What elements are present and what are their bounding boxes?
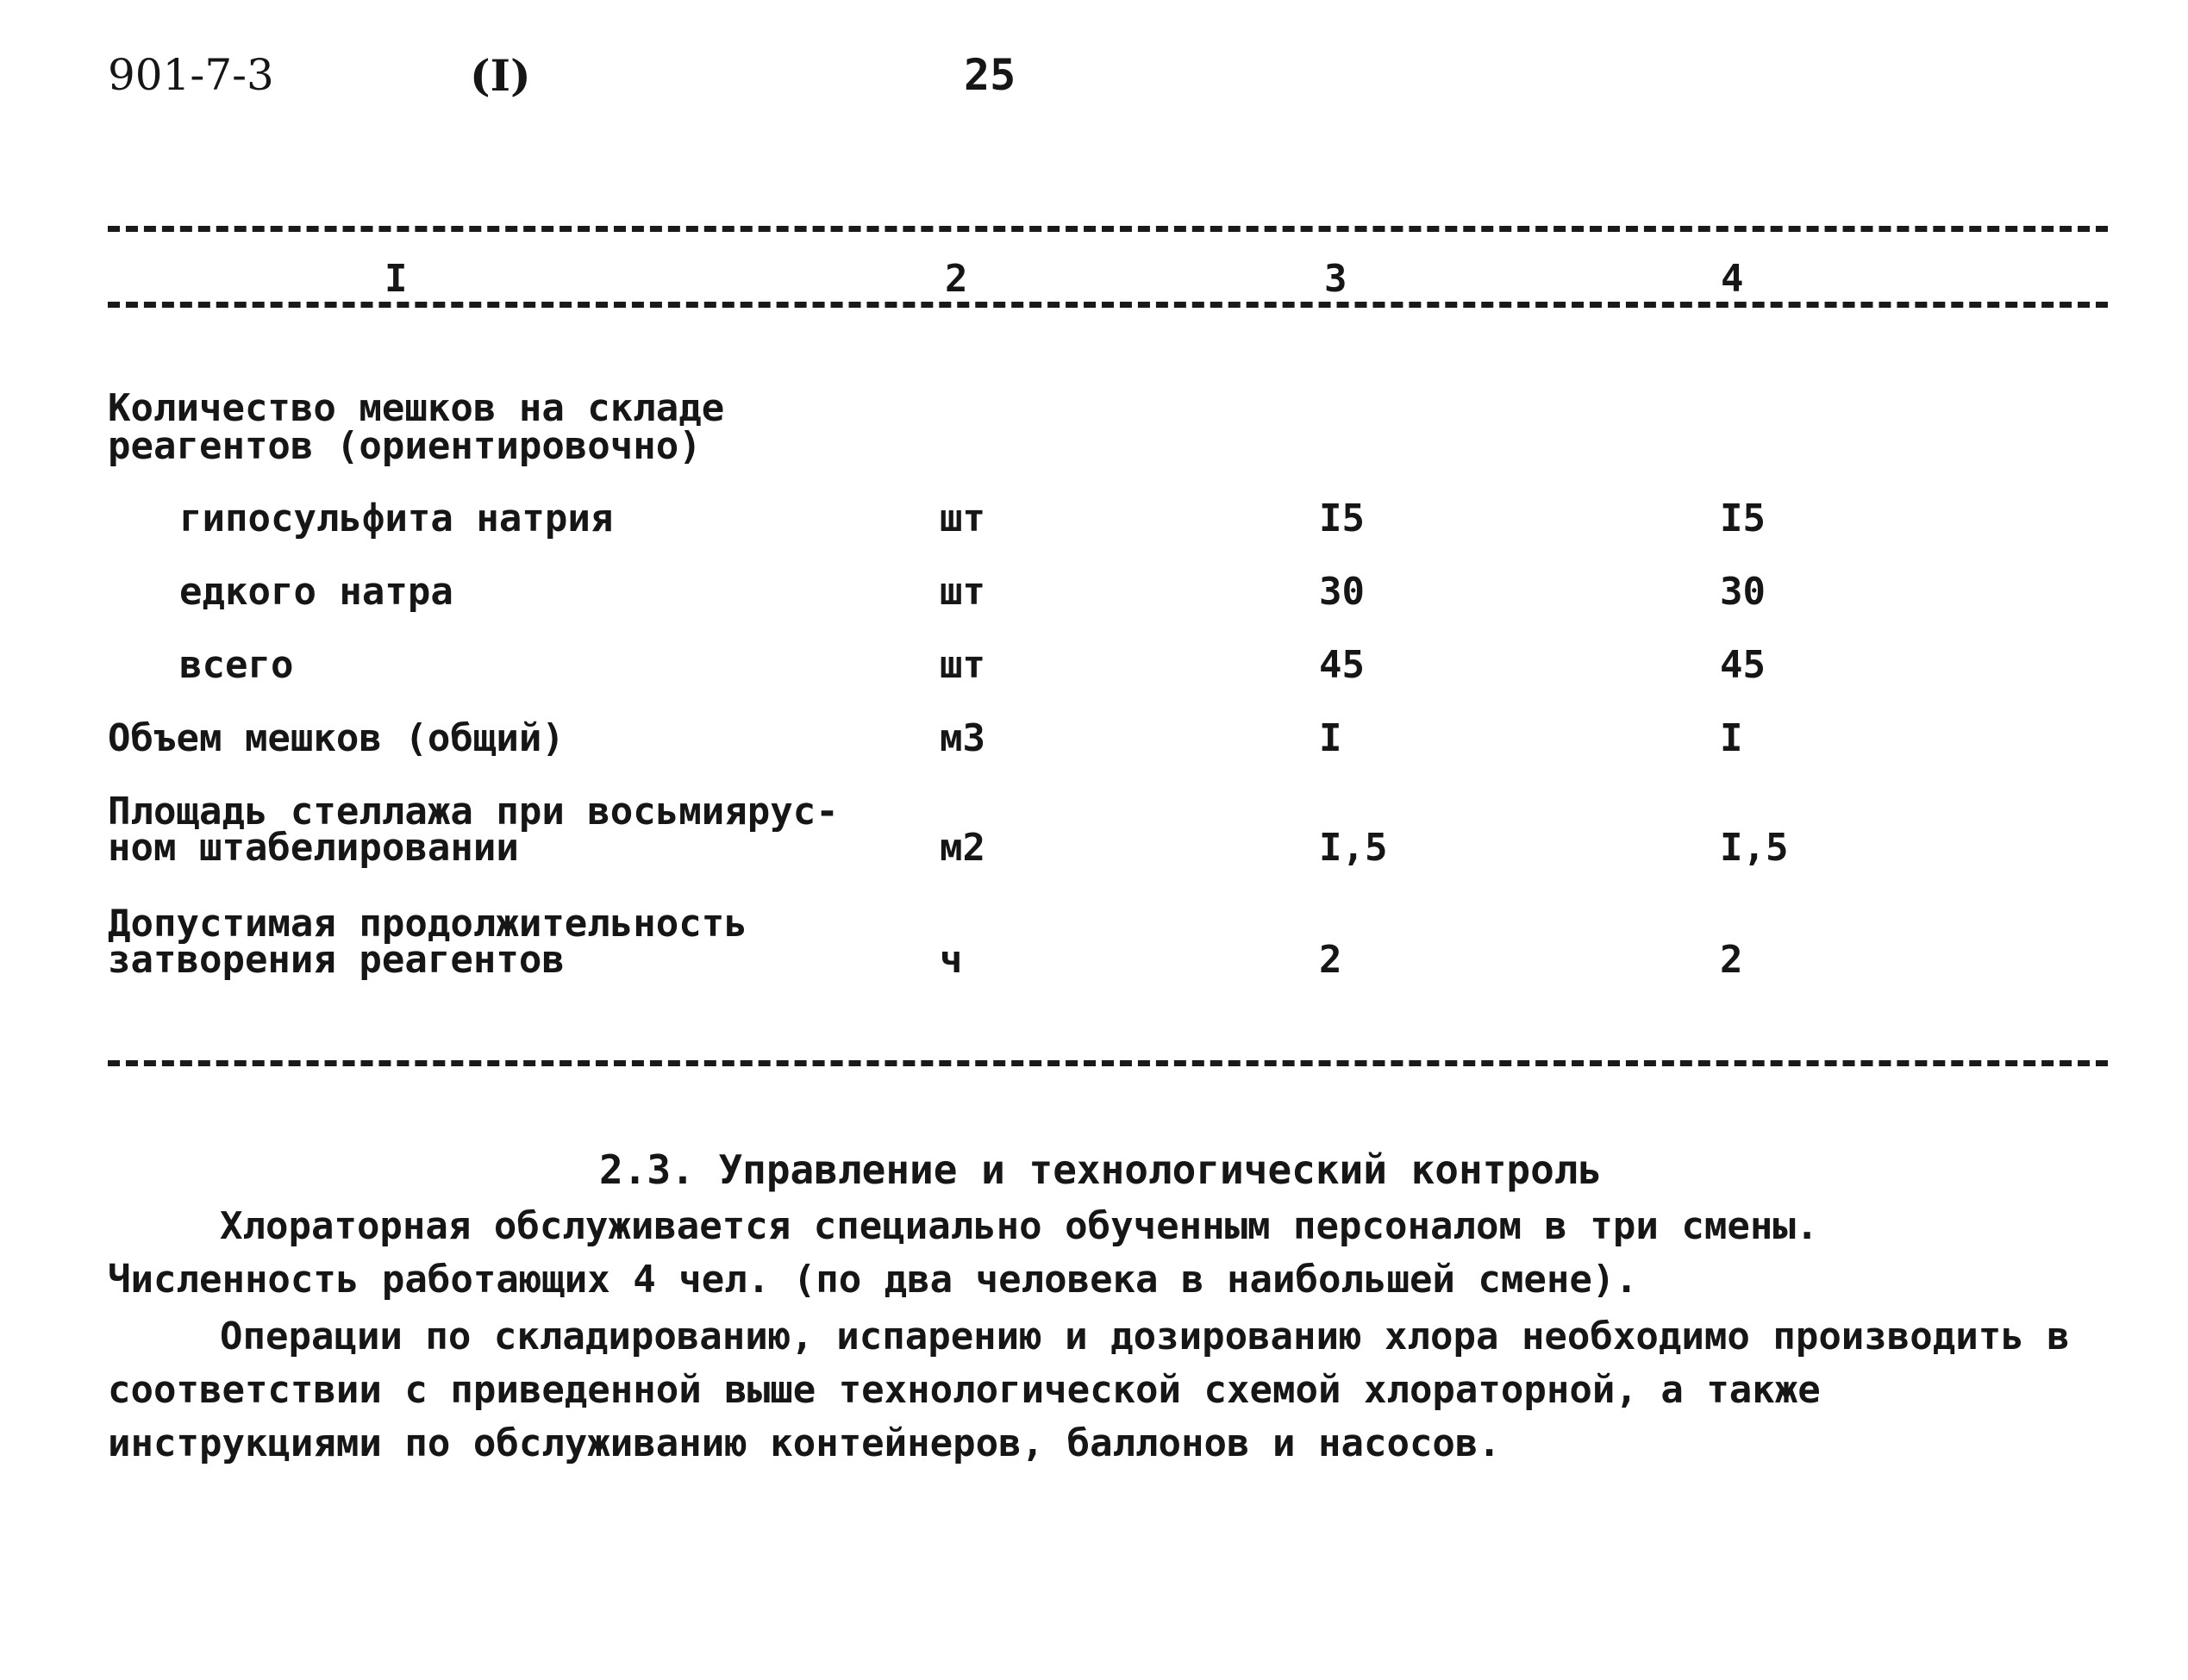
table-row-value-col4: 30 — [1720, 570, 1766, 614]
table-row-value-col4: I — [1720, 716, 1743, 760]
table-row-value-col4: I5 — [1720, 497, 1766, 540]
table-row-unit: шт — [940, 497, 985, 540]
column-number-3: 3 — [1319, 257, 1353, 301]
document-part: (I) — [470, 50, 531, 101]
table-row-name: всего — [179, 643, 294, 687]
table-row-unit: м3 — [940, 716, 985, 760]
table-row-unit: шт — [940, 570, 985, 614]
table-row-name: едкого натра — [179, 570, 453, 614]
table-group-label-line1: Количество мешков на складе — [108, 386, 725, 430]
table-bottom-rule — [108, 1060, 2108, 1066]
table-row-value-col4: 2 — [1720, 938, 1743, 982]
paragraph: Хлораторная обслуживается специально обученным персоналом в три смены. Численность работающих 4 чел. (по два человека в наибольшей смене). — [108, 1204, 1819, 1302]
table-row-name-line2: ном штабелировании — [108, 826, 519, 870]
table-row-value-col3: 45 — [1319, 643, 1365, 687]
table-row-value-col3: I — [1319, 716, 1342, 760]
table-row-name: гипосульфита натрия — [179, 497, 614, 540]
table-row-value-col3: 2 — [1319, 938, 1342, 982]
column-number-4: 4 — [1716, 257, 1749, 301]
column-number-2: 2 — [940, 257, 973, 301]
section-title: 2.3. Управление и технологический контроль — [599, 1146, 1603, 1193]
paragraph: Операции по складированию, испарению и дозированию хлора необходимо производить в соответствии с приведенной выше технологической схемой хлораторной, а также инструкциями по обслуживанию контейнеров, баллонов и насосов. — [108, 1315, 2070, 1465]
table-group-label-line2: реагентов (ориентировочно) — [108, 424, 702, 468]
table-top-rule — [108, 226, 2108, 232]
table-row-name-line2: затворения реагентов — [108, 938, 565, 982]
table-row-name: Объем мешков (общий) — [108, 716, 565, 760]
table-row-value-col4: I,5 — [1720, 826, 1789, 870]
table-row-unit: м2 — [940, 826, 985, 870]
page-number: 25 — [964, 50, 1016, 100]
table-row-unit: шт — [940, 643, 985, 687]
table-row-value-col3: I,5 — [1319, 826, 1388, 870]
column-number-1: I — [379, 257, 413, 301]
table-row-unit: ч — [940, 938, 963, 982]
document-code: 901-7-3 — [108, 50, 274, 100]
table-header-rule — [108, 302, 2108, 308]
table-row-value-col3: 30 — [1319, 570, 1365, 614]
table-row-name-line1: Допустимая продолжительность — [108, 902, 747, 946]
table-row-value-col4: 45 — [1720, 643, 1766, 687]
table-row-value-col3: I5 — [1319, 497, 1365, 540]
table-row-name-line1: Площадь стеллажа при восьмиярус- — [108, 790, 839, 834]
